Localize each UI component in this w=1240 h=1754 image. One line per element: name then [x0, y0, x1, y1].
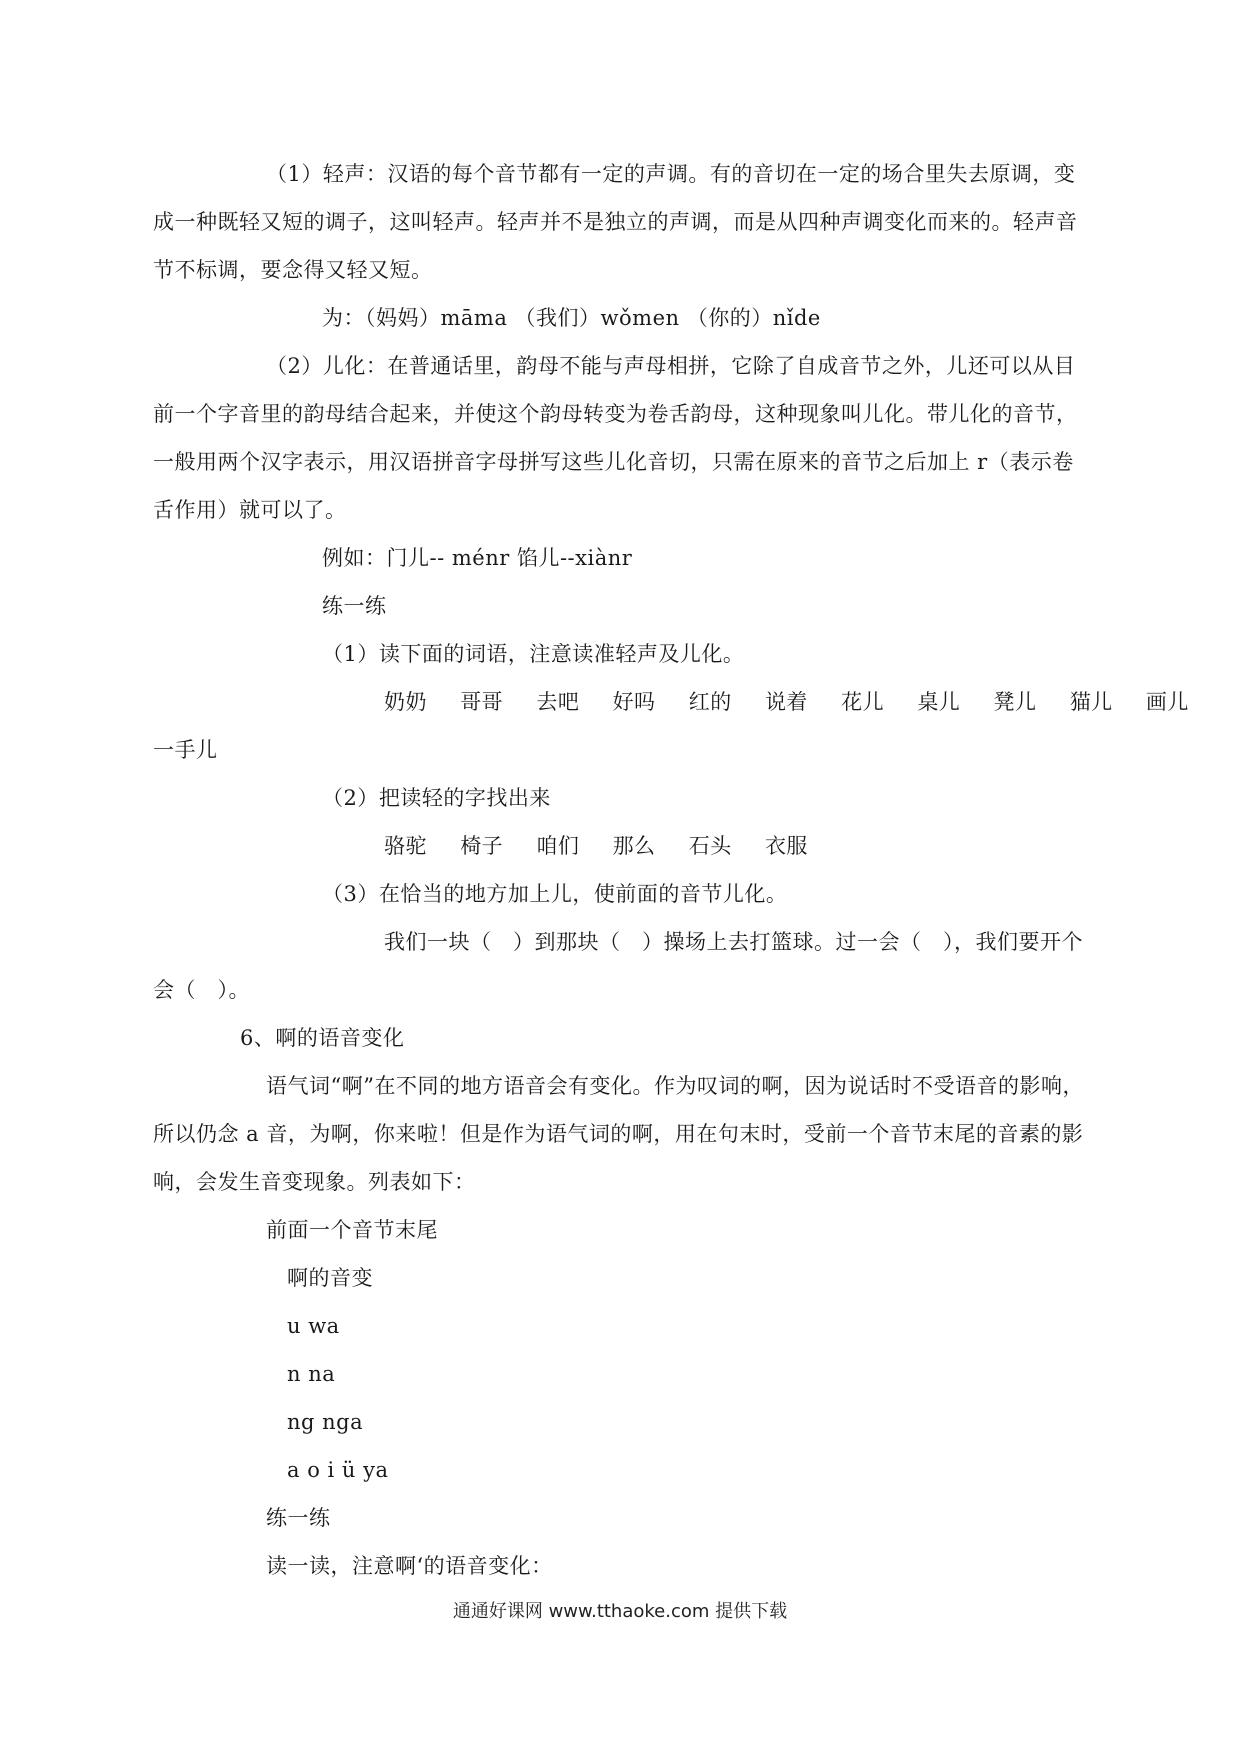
- erhua-example: 例如：门儿-- ménr 馅儿--xiànr: [322, 546, 633, 570]
- exercise-1-word-tail: 一手儿: [153, 738, 218, 762]
- word-item: 说着: [764, 690, 808, 714]
- word-item: 骆驼: [384, 834, 427, 858]
- exercise-3-sentence-line1: 我们一块（ ）到那块（ ）操场上去打篮球。过一会（ ），我们要开个: [384, 930, 1083, 954]
- exercise-2-title: （2）把读轻的字找出来: [322, 786, 551, 810]
- paragraph-neutral-tone-line3: 节不标调，要念得又轻又短。: [153, 258, 433, 282]
- paragraph-neutral-tone-line2: 成一种既轻又短的调子，这叫轻声。轻声并不是独立的声调，而是从四种声调变化而来的。轻声音: [153, 210, 1078, 234]
- word-item: 花儿: [841, 690, 885, 714]
- word-item: 咱们: [536, 834, 580, 858]
- word-item: 画儿: [1145, 690, 1189, 714]
- paragraph-neutral-tone-line1: （1）轻声：汉语的每个音节都有一定的声调。有的音切在一定的场合里失去原调，变: [266, 162, 1076, 186]
- word-item: 那么: [612, 834, 656, 858]
- practice-title-2: 练一练: [266, 1506, 331, 1530]
- paragraph-erhua-line3: 一般用两个汉字表示，用汉语拼音字母拼写这些儿化音切，只需在原来的音节之后加上 r（表示卷: [153, 450, 1074, 474]
- word-item: 椅子: [460, 834, 504, 858]
- exercise-2-word-list: [384, 832, 808, 860]
- paragraph-a-sound-change-line1: 语气词“啊”在不同的地方语音会有变化。作为叹词的啊，因为说话时不受语音的影响，: [266, 1074, 1084, 1098]
- table-row: n na: [287, 1362, 336, 1386]
- exercise-3-title: （3）在恰当的地方加上儿，使前面的音节儿化。: [322, 882, 788, 906]
- word-item: 凳儿: [993, 690, 1037, 714]
- practice-title: 练一练: [322, 594, 387, 618]
- paragraph-a-sound-change-line2: 所以仍念 a 音，为啊，你来啦！但是作为语气词的啊，用在句末时，受前一个音节末尾的音素的影: [153, 1122, 1084, 1146]
- word-item: 红的: [688, 690, 732, 714]
- word-item: 好吗: [612, 690, 656, 714]
- paragraph-a-sound-change-line3: 响，会发生音变现象。列表如下：: [153, 1170, 476, 1194]
- exercise-3-sentence-line2: 会（ ）。: [153, 978, 250, 1002]
- neutral-tone-example: 为：（妈妈）māma （我们）wǒmen （你的）nǐde: [322, 306, 821, 330]
- word-item: 奶奶: [384, 690, 427, 714]
- paragraph-erhua-line1: （2）儿化：在普通话里，韵母不能与声母相拼，它除了自成音节之外，儿还可以从目: [266, 354, 1076, 378]
- section-heading-a-sound-change: 6、啊的语音变化: [240, 1026, 405, 1050]
- table-header-a-variant: 啊的音变: [287, 1266, 373, 1290]
- paragraph-erhua-line2: 前一个字音里的韵母结合起来，并使这个韵母转变为卷舌韵母，这种现象叫儿化。带儿化的音节，: [153, 402, 1078, 426]
- word-item: 哥哥: [460, 690, 504, 714]
- word-item: 衣服: [764, 834, 808, 858]
- table-header-preceding-ending: 前面一个音节末尾: [266, 1218, 438, 1242]
- word-item: 桌儿: [917, 690, 961, 714]
- page-footer: 通通好课网 www.tthaoke.com 提供下载: [452, 1601, 788, 1622]
- exercise-1-word-list: [384, 688, 1189, 716]
- word-item: 去吧: [536, 690, 580, 714]
- table-row: ng nga: [287, 1410, 364, 1434]
- word-item: 猫儿: [1069, 690, 1113, 714]
- table-row: u wa: [287, 1314, 340, 1338]
- table-row: a o i ü ya: [287, 1458, 389, 1482]
- paragraph-erhua-line4: 舌作用）就可以了。: [153, 498, 347, 522]
- exercise-1-title: （1）读下面的词语，注意读准轻声及儿化。: [322, 642, 745, 666]
- word-item: 石头: [688, 834, 732, 858]
- read-prompt: 读一读，注意啊‘的语音变化：: [266, 1554, 553, 1578]
